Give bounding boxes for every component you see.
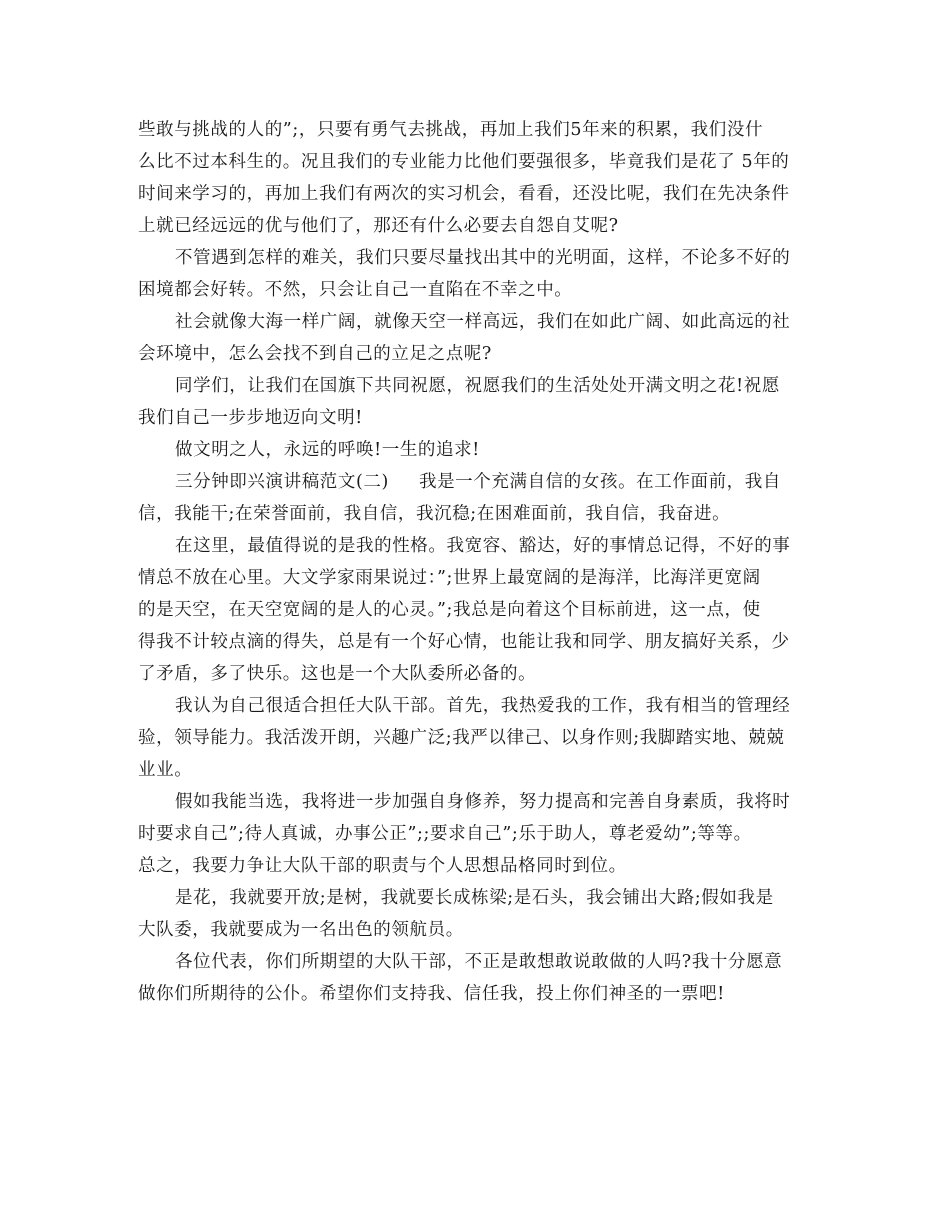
text-line: 做你们所期待的公仆。希望你们支持我、信任我，投上你们神圣的一票吧! [138, 984, 725, 1004]
paragraph-first-line: 同学们，让我们在国旗下共同祝愿，祝愿我们的生活处处开满文明之花!祝愿 [175, 376, 780, 396]
text-line: 时要求自己”;待人真诚，办事公正”;;要求自己”;乐于助人，尊老爱幼”;等等。 [138, 824, 752, 844]
text-line: 验，领导能力。我活泼开朗，兴趣广泛;我严以律己、以身作则;我脚踏实地、兢兢 [138, 728, 785, 748]
paragraph-first-line: 是花，我就要开放;是树，我就要长成栋梁;是石头，我会铺出大路;假如我是 [175, 888, 774, 908]
section-first-sentence: 我是一个充满自信的女孩。在工作面前，我自 [418, 472, 781, 492]
text-line: 些敢与挑战的人的”;，只要有勇气去挑战，再加上我们5年来的积累，我们没什 [138, 120, 764, 140]
document-body [138, 114, 828, 1010]
paragraph-first-line: 社会就像大海一样广阔，就像天空一样高远，我们在如此广阔、如此高远的社 [175, 312, 791, 332]
text-line: 的是天空，在天空宽阔的是人的心灵。”;我总是向着这个目标前进，这一点，使 [138, 600, 761, 620]
text-line: 业业。 [138, 760, 193, 780]
text-line: 么比不过本科生的。况且我们的专业能力比他们要强很多，毕竟我们是花了 5年的 [138, 152, 790, 172]
section-heading-line [138, 466, 828, 498]
text-line: 大队委，我就要成为一名出色的领航员。 [138, 920, 464, 940]
section-heading: 三分钟即兴演讲稿范文(二) [175, 472, 389, 492]
text-line: 得我不计较点滴的得失，总是有一个好心情，也能让我和同学、朋友搞好关系，少 [138, 632, 790, 652]
text-line: 会环境中，怎么会找不到自己的立足之点呢? [138, 344, 492, 364]
text-line: 时间来学习的，再加上我们有两次的实习机会，看看，还没比呢，我们在先决条件 [138, 184, 790, 204]
paragraph-first-line: 在这里，最值得说的是我的性格。我宽容、豁达，好的事情总记得，不好的事 [175, 536, 791, 556]
text-line: 总之，我要力争让大队干部的职责与个人思想品格同时到位。 [138, 856, 627, 876]
paragraph-first-line: 假如我能当选，我将进一步加强自身修养，努力提高和完善自身素质，我将时 [175, 792, 791, 812]
text-line: 我们自己一步步地迈向文明! [138, 408, 363, 428]
text-line: 了矛盾，多了快乐。这也是一个大队委所必备的。 [138, 664, 537, 684]
paragraph-first-line: 做文明之人，永远的呼唤!一生的追求! [175, 440, 480, 460]
text-line: 困境都会好转。不然，只会让自己一直陷在不幸之中。 [138, 280, 573, 300]
text-line: 上就已经远远的优与他们了，那还有什么必要去自怨自艾呢? [138, 216, 619, 236]
text-line: 情总不放在心里。大文学家雨果说过：”;世界上最宽阔的是海洋，比海洋更宽阔 [138, 568, 761, 588]
text-line: 信，我能干;在荣誉面前，我自信，我沉稳;在困难面前，我自信，我奋进。 [138, 504, 731, 524]
paragraph-first-line: 各位代表，你们所期望的大队干部，不正是敢想敢说敢做的人吗?我十分愿意 [175, 952, 783, 972]
paragraph-first-line: 不管遇到怎样的难关，我们只要尽量找出其中的光明面，这样，不论多不好的 [175, 248, 791, 268]
paragraph-first-line: 我认为自己很适合担任大队干部。首先，我热爱我的工作，我有相当的管理经 [175, 696, 791, 716]
